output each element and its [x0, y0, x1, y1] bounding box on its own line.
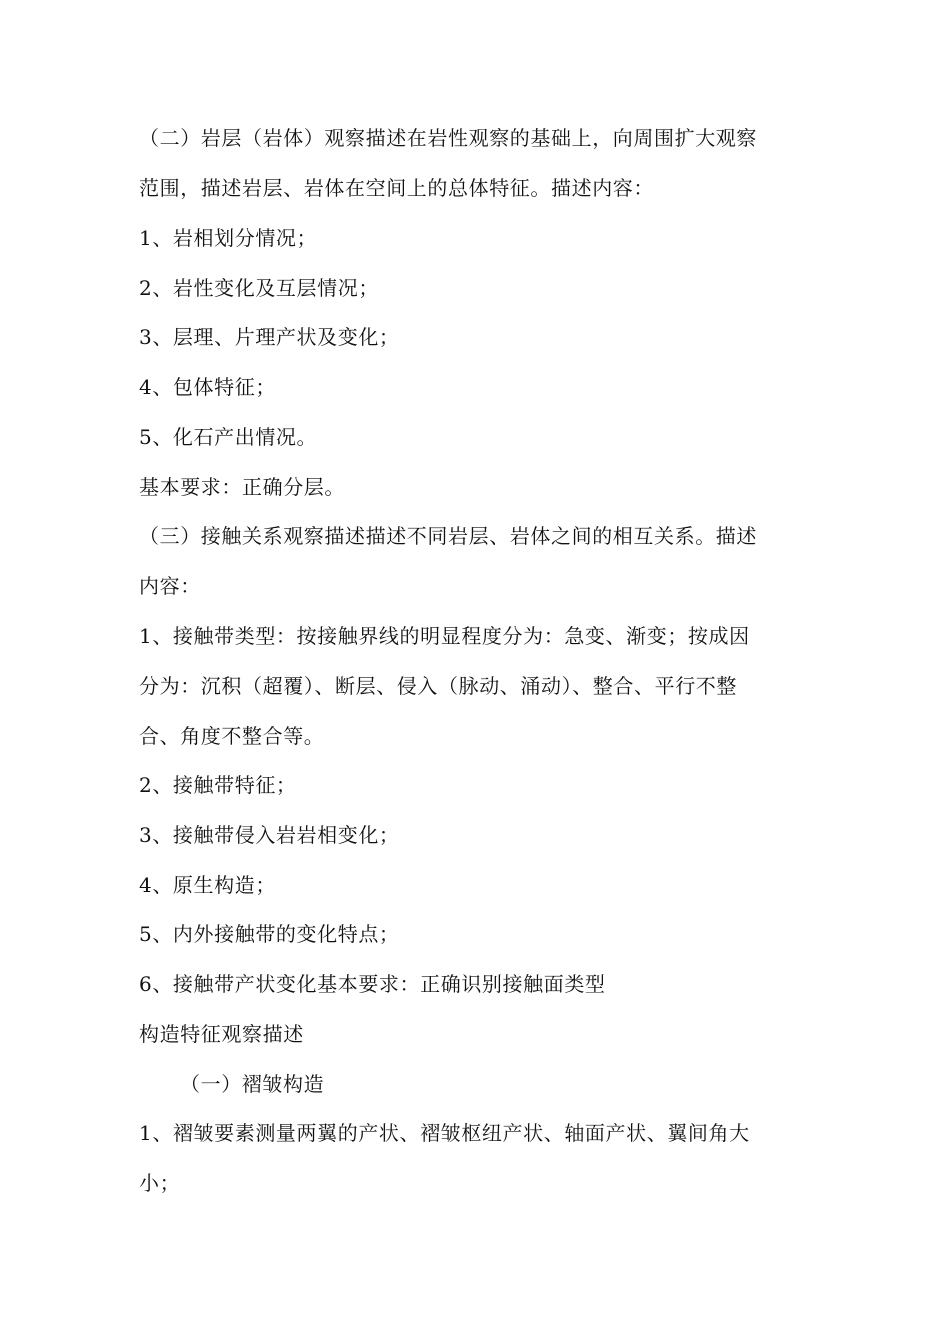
- list-item: 3、接触带侵入岩岩相变化；: [139, 823, 400, 847]
- section-heading-contact: （三）接触关系观察描述描述不同岩层、岩体之间的相互关系。描述: [139, 524, 757, 548]
- paragraph-line: 范围，描述岩层、岩体在空间上的总体特征。描述内容：: [139, 176, 654, 200]
- paragraph-line: 合、角度不整合等。: [139, 724, 325, 748]
- paragraph-line: 分为：沉积（超覆）、断层、侵入（脉动、涌动）、整合、平行不整: [139, 674, 737, 698]
- section-heading-rock-strata: （二）岩层（岩体）观察描述在岩性观察的基础上，向周围扩大观察: [139, 126, 757, 150]
- requirement-line: 基本要求：正确分层。: [139, 475, 345, 499]
- list-item: 1、褶皱要素测量两翼的产状、褶皱枢纽产状、轴面产状、翼间角大: [139, 1121, 750, 1145]
- list-item: 1、接触带类型：按接触界线的明显程度分为：急变、渐变；按成因: [139, 624, 750, 648]
- paragraph-line: 内容：: [139, 574, 201, 598]
- list-item: 6、接触带产状变化基本要求：正确识别接触面类型: [139, 972, 606, 996]
- paragraph-line: 小；: [139, 1171, 181, 1195]
- list-item: 4、原生构造；: [139, 873, 276, 897]
- list-item: 3、层理、片理产状及变化；: [139, 325, 400, 349]
- subsection-heading-folds: （一）褶皱构造: [180, 1072, 325, 1096]
- list-item: 4、包体特征；: [139, 375, 276, 399]
- section-heading-structure: 构造特征观察描述: [139, 1022, 304, 1046]
- list-item: 2、接触带特征；: [139, 773, 297, 797]
- list-item: 5、化石产出情况。: [139, 425, 318, 449]
- list-item: 5、内外接触带的变化特点；: [139, 922, 400, 946]
- list-item: 1、岩相划分情况；: [139, 226, 318, 250]
- list-item: 2、岩性变化及互层情况；: [139, 276, 379, 300]
